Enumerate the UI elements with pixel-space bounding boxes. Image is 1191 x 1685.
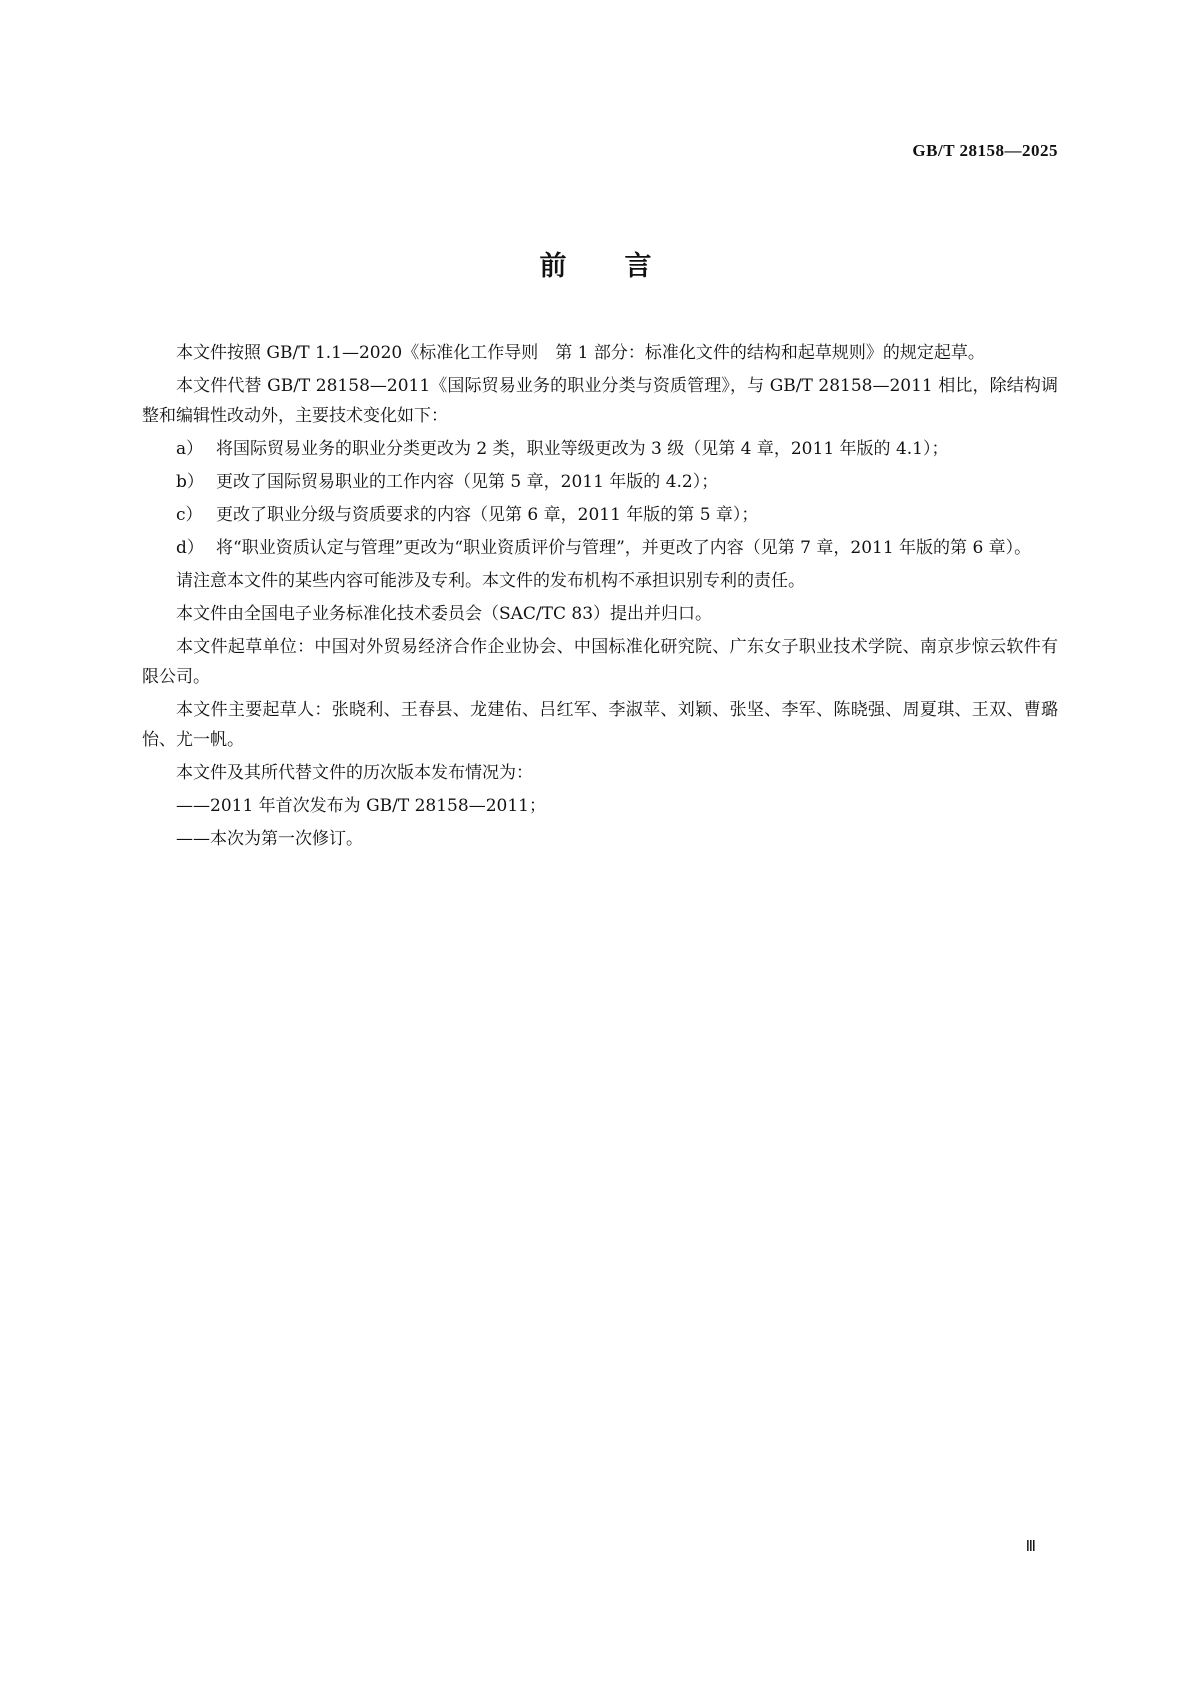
document-body bbox=[142, 338, 1058, 857]
paragraph-drafting-units: 本文件起草单位：中国对外贸易经济合作企业协会、中国标准化研究院、广东女子职业技术学院、南京步惊云软件有限公司。 bbox=[142, 637, 1058, 687]
list-item-text: 将国际贸易业务的职业分类更改为 2 类，职业等级更改为 3 级（见第 4 章，2011 年版的 4.1）； bbox=[216, 439, 949, 459]
paragraph-proposer: 本文件由全国电子业务标准化技术委员会（SAC/TC 83）提出并归口。 bbox=[176, 604, 713, 624]
page-title: 前言 bbox=[539, 251, 710, 282]
paragraph-drafting-rules: 本文件按照 GB/T 1.1—2020《标准化工作导则 第 1 部分：标准化文件的结构和起草规则》的规定起草。 bbox=[176, 343, 985, 363]
list-item-text: 将“职业资质认定与管理”更改为“职业资质评价与管理”，并更改了内容（见第 7 章，2011 年版的第 6 章）。 bbox=[216, 538, 1032, 558]
paragraph-patent-notice: 请注意本文件的某些内容可能涉及专利。本文件的发布机构不承担识别专利的责任。 bbox=[176, 571, 805, 591]
standard-code: GB/T 28158—2025 bbox=[912, 141, 1058, 160]
list-item bbox=[142, 500, 1058, 530]
list-item bbox=[142, 467, 1058, 497]
page-number: Ⅲ bbox=[1025, 1539, 1036, 1555]
list-item bbox=[142, 533, 1058, 563]
list-item bbox=[142, 434, 1058, 464]
paragraph-replacement: 本文件代替 GB/T 28158—2011《国际贸易业务的职业分类与资质管理》，与 GB/T 28158—2011 相比，除结构调整和编辑性改动外，主要技术变化如下： bbox=[142, 376, 1058, 426]
list-item-text: 更改了职业分级与资质要求的内容（见第 6 章，2011 年版的第 5 章）； bbox=[216, 505, 759, 525]
paragraph-drafters: 本文件主要起草人：张晓利、王春县、龙建佑、吕红军、李淑苹、刘颖、张坚、李军、陈晓强、周夏琪、王双、曹璐怡、尤一帆。 bbox=[142, 700, 1058, 750]
list-marker: c） bbox=[176, 505, 203, 525]
list-marker: b） bbox=[176, 472, 204, 492]
list-marker: d） bbox=[176, 538, 204, 558]
list-marker: a） bbox=[176, 439, 204, 459]
history-item: ——2011 年首次发布为 GB/T 28158—2011； bbox=[176, 796, 546, 816]
paragraph-version-history: 本文件及其所代替文件的历次版本发布情况为： bbox=[176, 763, 533, 783]
list-item-text: 更改了国际贸易职业的工作内容（见第 5 章，2011 年版的 4.2）； bbox=[216, 472, 719, 492]
history-item: ——本次为第一次修订。 bbox=[176, 829, 363, 849]
